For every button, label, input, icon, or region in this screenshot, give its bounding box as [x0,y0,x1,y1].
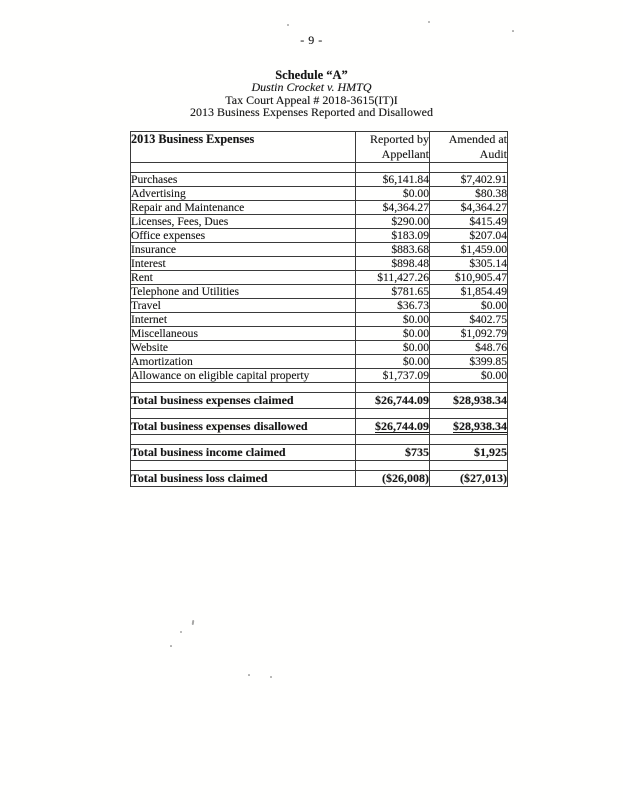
amended-at-audit-value: $4,364.27 [430,201,508,215]
expense-label: Website [131,341,356,355]
spacer-row [131,383,508,393]
reported-by-appellant-value: $883.68 [356,243,430,257]
amended-at-audit-value: $28,938.34 [430,419,508,435]
expense-label: Miscellaneous [131,327,356,341]
spacer-row [131,163,508,173]
scan-speck [512,30,514,32]
appeal-number: Tax Court Appeal # 2018-3615(IT)I [225,92,398,107]
amended-at-audit-value: $399.85 [430,355,508,369]
amended-at-audit-value: $7,402.91 [430,173,508,187]
reported-by-appellant-value [356,163,430,173]
expense-label: Licenses, Fees, Dues [131,215,356,229]
scan-speck [248,674,250,676]
expense-label: Advertising [131,187,356,201]
amended-at-audit-value: $305.14 [430,257,508,271]
table-row [131,299,508,313]
table-caption: 2013 Business Expenses Reported and Disallowed [190,105,433,120]
table-row [131,215,508,229]
amended-at-audit-value: $207.04 [430,229,508,243]
document-header [0,69,623,119]
page-number: - 9 - [300,33,323,47]
expenses-table [130,131,508,487]
scan-speck [192,620,194,625]
amended-at-audit-value [430,383,508,393]
column-header-reported: Reported by Appellant [356,132,430,163]
reported-by-appellant-value [356,383,430,393]
reported-by-appellant-value: $735 [356,445,430,461]
reported-by-appellant-value: $11,427.26 [356,271,430,285]
expense-label [131,383,356,393]
amended-at-audit-value: $1,854.49 [430,285,508,299]
spacer-row [131,461,508,471]
table-row [131,471,508,487]
column-header-amended: Amended at Audit [430,132,508,163]
amended-at-audit-value [430,435,508,445]
expense-label: Amortization [131,355,356,369]
expense-label: Internet [131,313,356,327]
table-row [131,393,508,409]
expense-label: Rent [131,271,356,285]
reported-by-appellant-value: $6,141.84 [356,173,430,187]
reported-by-appellant-value [356,435,430,445]
amended-at-audit-value [430,163,508,173]
expense-label [131,163,356,173]
table-row [131,419,508,435]
amended-at-audit-value: ($27,013) [430,471,508,487]
reported-by-appellant-value: $1,737.09 [356,369,430,383]
table-header-row [131,132,508,163]
amended-at-audit-value: $10,905.47 [430,271,508,285]
reported-by-appellant-value [356,461,430,471]
amended-at-audit-value: $415.49 [430,215,508,229]
spacer-row [131,409,508,419]
amended-at-audit-value [430,409,508,419]
amended-at-audit-value [430,461,508,471]
reported-by-appellant-value: $0.00 [356,341,430,355]
amended-at-audit-value: $1,092.79 [430,327,508,341]
reported-by-appellant-value: $36.73 [356,299,430,313]
table-row [131,313,508,327]
amended-at-audit-value: $28,938.34 [430,393,508,409]
table-row [131,257,508,271]
amended-at-audit-value: $80.38 [430,187,508,201]
reported-by-appellant-value: $26,744.09 [356,393,430,409]
column-header-expenses: 2013 Business Expenses [131,132,356,163]
expense-label: Insurance [131,243,356,257]
expense-label: Total business expenses disallowed [131,419,356,435]
expense-label: Office expenses [131,229,356,243]
table-row [131,229,508,243]
amended-at-audit-value: $0.00 [430,299,508,313]
expense-label [131,409,356,419]
table-row [131,327,508,341]
expense-table-body [131,163,508,487]
table-row [131,243,508,257]
table-row [131,271,508,285]
amended-at-audit-value: $402.75 [430,313,508,327]
table-row [131,201,508,215]
amended-at-audit-value: $48.76 [430,341,508,355]
reported-by-appellant-value: $0.00 [356,355,430,369]
schedule-title: Schedule “A” [275,68,348,82]
scan-speck [270,676,272,678]
table-row [131,355,508,369]
expense-label: Total business expenses claimed [131,393,356,409]
reported-by-appellant-value: $781.65 [356,285,430,299]
expense-label: Total business income claimed [131,445,356,461]
reported-by-appellant-value: ($26,008) [356,471,430,487]
reported-by-appellant-value: $0.00 [356,313,430,327]
reported-by-appellant-value: $183.09 [356,229,430,243]
table-row [131,187,508,201]
reported-by-appellant-value: $0.00 [356,187,430,201]
table-row [131,173,508,187]
scan-speck [170,645,172,647]
expense-label: Repair and Maintenance [131,201,356,215]
reported-by-appellant-value: $26,744.09 [356,419,430,435]
amended-at-audit-value: $1,925 [430,445,508,461]
reported-by-appellant-value: $898.48 [356,257,430,271]
reported-by-appellant-value: $4,364.27 [356,201,430,215]
scan-speck [180,631,182,633]
reported-by-appellant-value: $0.00 [356,327,430,341]
scan-speck [428,21,430,23]
expense-label [131,461,356,471]
expense-label: Travel [131,299,356,313]
expense-label: Telephone and Utilities [131,285,356,299]
amended-at-audit-value: $1,459.00 [430,243,508,257]
amended-at-audit-value: $0.00 [430,369,508,383]
table-row [131,341,508,355]
expense-label: Allowance on eligible capital property [131,369,356,383]
table-row [131,285,508,299]
scan-speck [287,24,289,26]
table-row [131,369,508,383]
expense-label: Purchases [131,173,356,187]
expense-label [131,435,356,445]
expense-label: Interest [131,257,356,271]
table-row [131,445,508,461]
expense-label: Total business loss claimed [131,471,356,487]
reported-by-appellant-value [356,409,430,419]
spacer-row [131,435,508,445]
reported-by-appellant-value: $290.00 [356,215,430,229]
case-name: Dustin Crocket v. HMTQ [251,80,372,95]
